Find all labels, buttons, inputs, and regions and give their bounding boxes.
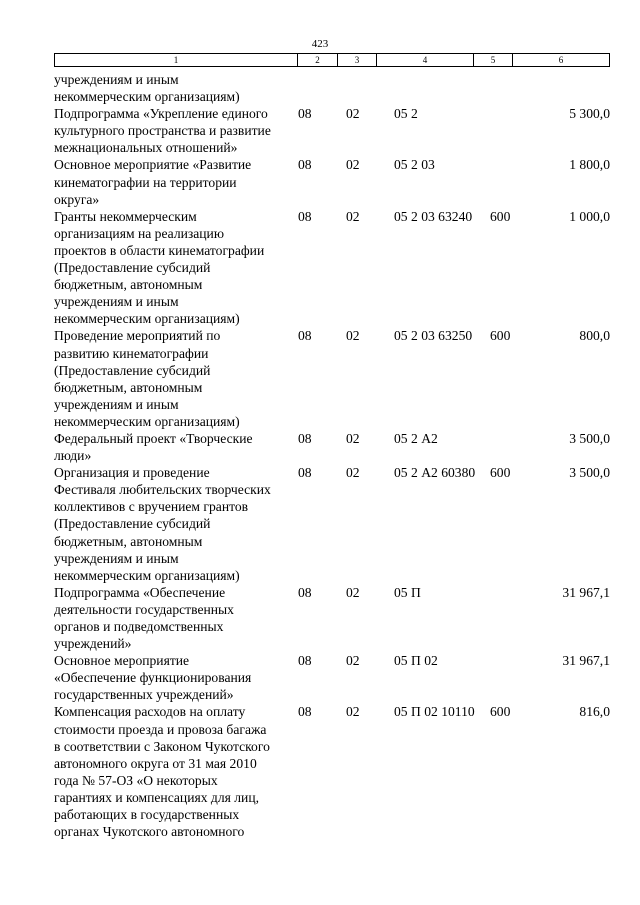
column-number: 2 [298,54,338,67]
expense-name: учреждениям и иным некоммерческим организациям) [54,72,240,105]
subsection-code: 02 [346,106,360,122]
section-code: 08 [298,430,312,446]
amount: 3 500,0 [569,430,610,446]
subsection-code: 02 [346,584,360,600]
table-row [54,584,610,652]
expense-name: Основное мероприятие «Развитие кинематографии на территории округа» [54,157,252,207]
table-row [54,105,610,156]
target-article-code: 05 П 02 [394,653,438,669]
expense-name: Компенсация расходов на оплату стоимости проезда и провоза багажа в соответствии с Законом Чукотского автономного округа от 31 мая 2010 года № 57-ОЗ «О некоторых гарантиях и компенсациях для лиц, работающих в государственных органах Чукотского автономного [54,704,270,840]
target-article-code: 05 2 03 [394,157,435,173]
expense-type-code: 600 [490,704,511,720]
column-number: 4 [377,54,474,67]
table-row [54,464,610,584]
amount: 31 967,1 [562,584,610,600]
section-code: 08 [298,328,312,344]
expense-name: Организация и проведение Фестиваля любительских творческих коллективов с вручением грантов (Предоставление субсидий бюджетным, автономным учреждениям и иным некоммерческим организациям) [54,465,271,583]
expense-type-code: 600 [490,208,511,224]
column-number-header [54,53,610,67]
budget-table-body [54,71,610,840]
table-row [54,652,610,703]
amount: 816,0 [579,704,610,720]
section-code: 08 [298,704,312,720]
expense-name: Федеральный проект «Творческие люди» [54,430,253,464]
table-row [54,71,610,105]
target-article-code: 05 П 02 10110 [394,704,475,720]
expense-name: Подпрограмма «Укрепление единого культурного пространства и развитие межнациональных отношений» [54,106,271,156]
section-code: 08 [298,106,312,122]
target-article-code: 05 2 03 63240 [394,208,473,224]
table-row [54,156,610,207]
subsection-code: 02 [346,208,360,224]
target-article-code: 05 П [394,584,421,600]
section-code: 08 [298,157,312,173]
table-row [54,327,610,430]
section-code: 08 [298,584,312,600]
subsection-code: 02 [346,430,360,446]
amount: 800,0 [579,328,610,344]
expense-name: Проведение мероприятий по развитию кинематографии (Предоставление субсидий бюджетным, автономным учреждениям и иным некоммерческим организациям) [54,328,240,429]
page-number: 423 [311,38,329,50]
table-row [54,430,610,464]
subsection-code: 02 [346,704,360,720]
subsection-code: 02 [346,653,360,669]
target-article-code: 05 2 03 63250 [394,328,473,344]
column-number: 5 [474,54,513,67]
table-row [54,703,610,840]
target-article-code: 05 2 [394,106,418,122]
amount: 3 500,0 [569,465,610,481]
subsection-code: 02 [346,328,360,344]
expense-name: Основное мероприятие «Обеспечение функционирования государственных учреждений» [54,653,252,703]
amount: 31 967,1 [562,653,610,669]
subsection-code: 02 [346,465,360,481]
table-row [54,208,610,328]
column-number: 3 [338,54,377,67]
column-number: 1 [55,54,298,67]
section-code: 08 [298,208,312,224]
section-code: 08 [298,653,312,669]
amount: 5 300,0 [569,106,610,122]
target-article-code: 05 2 А2 [394,430,438,446]
subsection-code: 02 [346,157,360,173]
column-number: 6 [513,54,610,67]
expense-type-code: 600 [490,465,511,481]
target-article-code: 05 2 А2 60380 [394,465,476,481]
expense-type-code: 600 [490,328,511,344]
section-code: 08 [298,465,312,481]
expense-name: Гранты некоммерческим организациям на реализацию проектов в области кинематографии (Предоставление субсидий бюджетным, автономным учреждениям и иным некоммерческим организациям) [54,208,265,327]
amount: 1 800,0 [569,157,610,173]
amount: 1 000,0 [569,208,610,224]
expense-name: Подпрограмма «Обеспечение деятельности государственных органов и подведомственных учреждений» [54,584,234,652]
